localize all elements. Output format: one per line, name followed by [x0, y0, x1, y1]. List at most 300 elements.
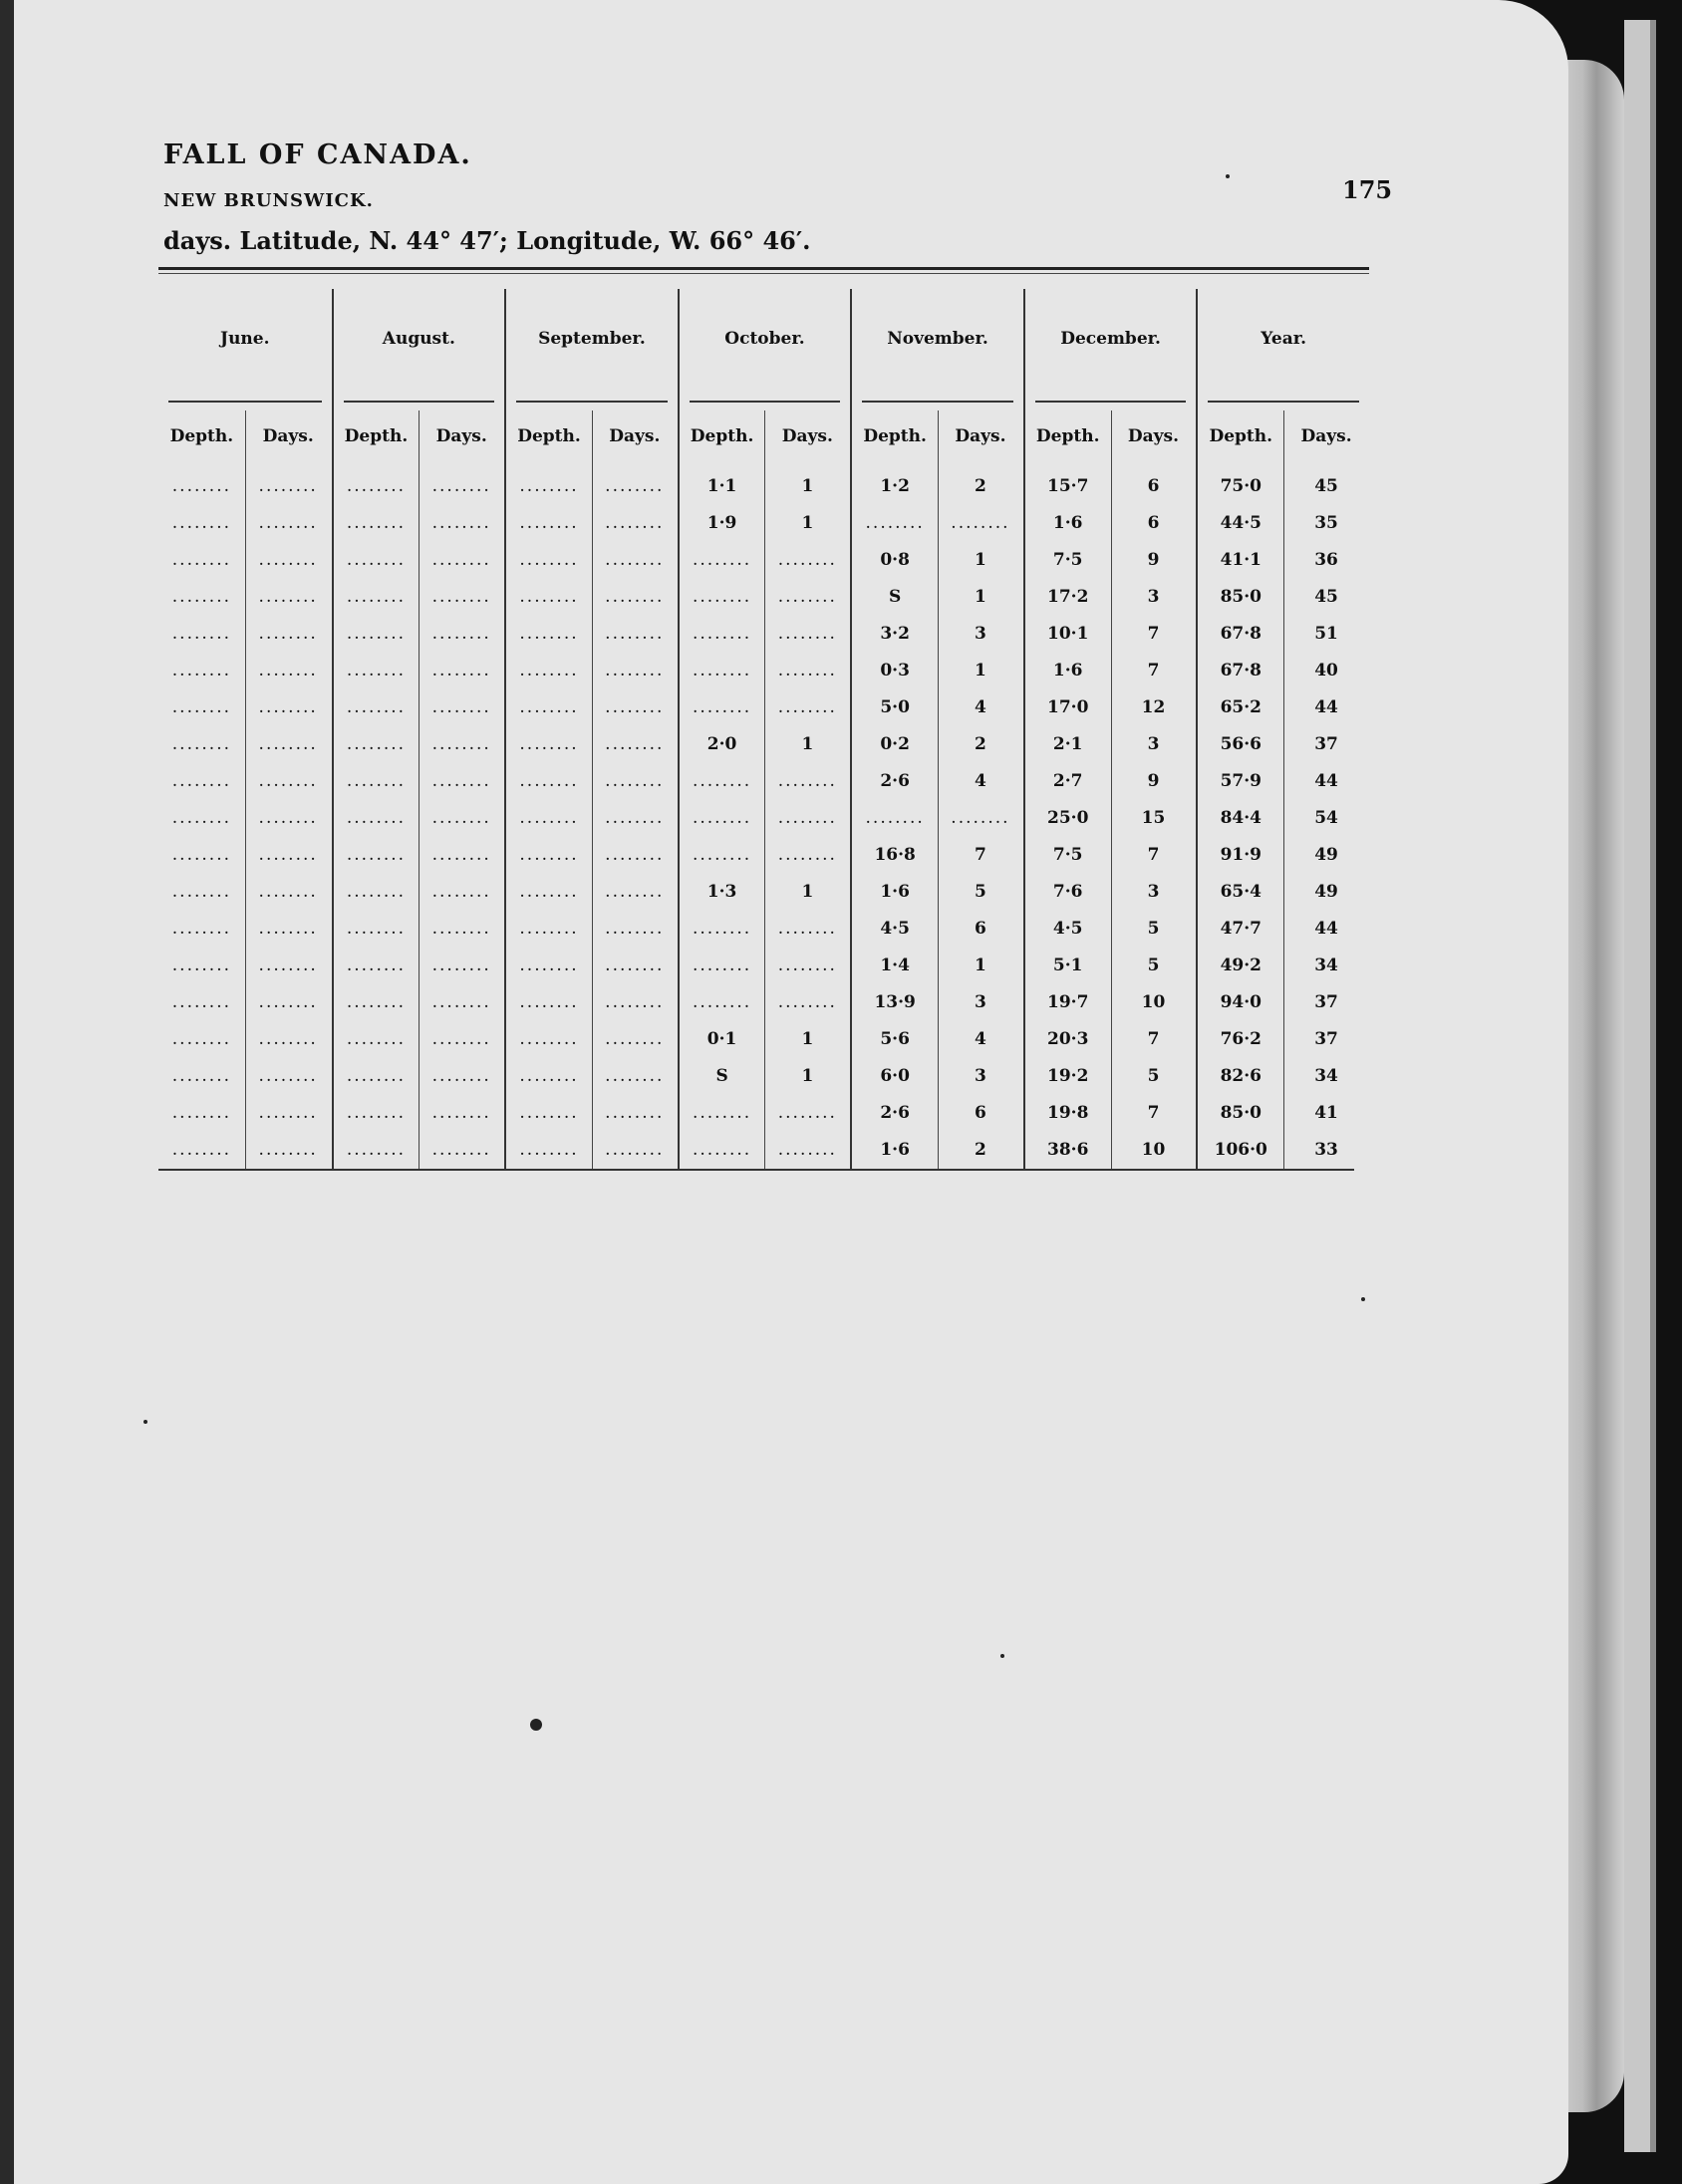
- days-cell: 5: [1147, 919, 1160, 939]
- table-row: [334, 653, 505, 689]
- days-cell: 6: [975, 1103, 986, 1123]
- month-underline: [690, 401, 841, 403]
- table-row: [334, 763, 505, 800]
- depth-cell: ........: [519, 476, 579, 496]
- table-row: [1025, 468, 1197, 505]
- table-row: [852, 874, 1023, 911]
- left-binding-strip: [0, 0, 14, 2184]
- days-cell: ........: [777, 956, 837, 975]
- depth-cell: ........: [171, 587, 231, 607]
- table-row: [1198, 837, 1369, 874]
- depth-cell: ........: [346, 476, 407, 496]
- days-cell: 44: [1314, 771, 1338, 791]
- days-cell: ........: [431, 513, 491, 533]
- days-cell: 3: [975, 624, 986, 644]
- days-cell: ........: [777, 992, 837, 1012]
- depth-cell: 106·0: [1214, 1140, 1267, 1160]
- table-row: [158, 1132, 332, 1169]
- table-row: [852, 579, 1023, 616]
- depth-cell: ........: [346, 697, 407, 717]
- depth-cell: ........: [171, 476, 231, 496]
- table-row: [334, 837, 505, 874]
- table-row: [1198, 689, 1369, 726]
- depth-cell: ........: [171, 624, 231, 644]
- depth-header: Depth.: [517, 426, 581, 446]
- depth-cell: ........: [692, 956, 752, 975]
- depth-cell: ........: [346, 1140, 407, 1160]
- depth-cell: 84·4: [1220, 808, 1262, 828]
- days-cell: 2: [975, 734, 986, 754]
- depth-cell: ........: [519, 587, 579, 607]
- days-cell: ........: [431, 550, 491, 570]
- depth-cell: ........: [519, 845, 579, 865]
- depth-cell: 41·1: [1220, 550, 1262, 570]
- table-row: [680, 1132, 851, 1169]
- days-cell: ........: [258, 550, 318, 570]
- days-cell: 1: [801, 1029, 814, 1049]
- depth-cell: 4·5: [880, 919, 910, 939]
- table-row: [680, 468, 851, 505]
- table-row: [680, 653, 851, 689]
- table-row: [158, 800, 332, 837]
- depth-cell: ........: [171, 1140, 231, 1160]
- depth-cell: 0·8: [880, 550, 910, 570]
- table-row: [158, 653, 332, 689]
- days-cell: ........: [431, 1140, 491, 1160]
- days-header: Days.: [1127, 426, 1180, 446]
- days-cell: 9: [1147, 771, 1160, 791]
- table-row: [158, 948, 332, 984]
- table-top-rule: [158, 267, 1369, 274]
- depth-cell: 17·2: [1047, 587, 1089, 607]
- depth-cell: ........: [519, 1029, 579, 1049]
- depth-cell: ........: [171, 956, 231, 975]
- depth-cell: ........: [519, 513, 579, 533]
- table-row: [852, 984, 1023, 1021]
- depth-cell: 2·6: [880, 771, 910, 791]
- table-row: [852, 800, 1023, 837]
- depth-cell: ........: [692, 550, 752, 570]
- days-cell: ........: [777, 661, 837, 681]
- table-row: [1198, 653, 1369, 689]
- table-row: [334, 689, 505, 726]
- days-cell: 1: [801, 882, 814, 902]
- table-row: [1025, 948, 1197, 984]
- table-row: [158, 984, 332, 1021]
- month-column: [1196, 289, 1369, 1169]
- table-row: [158, 616, 332, 653]
- table-row: [1198, 948, 1369, 984]
- days-cell: 6: [1147, 513, 1160, 533]
- depth-cell: ........: [171, 734, 231, 754]
- table-row: [334, 800, 505, 837]
- days-cell: 1: [801, 734, 814, 754]
- days-cell: ........: [605, 956, 665, 975]
- days-cell: 49: [1314, 882, 1338, 902]
- days-header: Days.: [609, 426, 661, 446]
- depth-cell: ........: [519, 550, 579, 570]
- table-row: [506, 763, 678, 800]
- table-row: [1025, 874, 1197, 911]
- depth-cell: 38·6: [1047, 1140, 1089, 1160]
- days-cell: ........: [605, 1066, 665, 1086]
- table-row: [506, 726, 678, 763]
- depth-cell: ........: [346, 550, 407, 570]
- days-cell: 4: [975, 1029, 986, 1049]
- table-row: [334, 542, 505, 579]
- days-cell: 7: [1147, 624, 1160, 644]
- depth-cell: 65·2: [1220, 697, 1262, 717]
- table-row: [1025, 984, 1197, 1021]
- table-row: [680, 763, 851, 800]
- table-row: [1025, 505, 1197, 542]
- depth-cell: 2·0: [706, 734, 737, 754]
- depth-cell: 13·9: [874, 992, 916, 1012]
- depth-cell: ........: [171, 845, 231, 865]
- depth-cell: ........: [171, 771, 231, 791]
- depth-cell: ........: [692, 771, 752, 791]
- depth-cell: ........: [692, 587, 752, 607]
- days-cell: 9: [1147, 550, 1160, 570]
- table-row: [334, 984, 505, 1021]
- days-cell: ........: [431, 1066, 491, 1086]
- table-row: [1198, 726, 1369, 763]
- days-cell: 1: [975, 587, 986, 607]
- days-cell: ........: [777, 624, 837, 644]
- ink-speck: [1000, 1654, 1004, 1658]
- days-cell: ........: [258, 808, 318, 828]
- table-row: [506, 1058, 678, 1095]
- depth-cell: 82·6: [1220, 1066, 1262, 1086]
- days-cell: 37: [1314, 992, 1338, 1012]
- depth-cell: ........: [346, 624, 407, 644]
- page-title: FALL OF CANADA.: [163, 139, 472, 170]
- depth-cell: ........: [171, 697, 231, 717]
- days-cell: ........: [258, 697, 318, 717]
- days-cell: ........: [605, 513, 665, 533]
- table-row: [506, 468, 678, 505]
- table-row: [1198, 800, 1369, 837]
- table-row: [680, 1021, 851, 1058]
- month-name: August.: [382, 329, 455, 349]
- depth-cell: ........: [519, 734, 579, 754]
- days-cell: 35: [1314, 513, 1338, 533]
- depth-cell: 17·0: [1047, 697, 1089, 717]
- table-row: [1198, 1058, 1369, 1095]
- table-row: [1025, 1021, 1197, 1058]
- depth-header: Depth.: [1035, 426, 1100, 446]
- days-cell: ........: [258, 992, 318, 1012]
- month-column: [332, 289, 505, 1169]
- days-cell: ........: [258, 1066, 318, 1086]
- table-row: [1198, 1095, 1369, 1132]
- depth-cell: 5·6: [880, 1029, 910, 1049]
- table-row: [680, 1058, 851, 1095]
- table-row: [158, 1058, 332, 1095]
- days-cell: 3: [1147, 587, 1160, 607]
- days-cell: 7: [975, 845, 986, 865]
- month-name: Year.: [1261, 329, 1307, 349]
- depth-cell: 10·1: [1047, 624, 1089, 644]
- table-row: [852, 542, 1023, 579]
- days-cell: 15: [1141, 808, 1166, 828]
- month-column: [850, 289, 1023, 1169]
- days-cell: 49: [1314, 845, 1338, 865]
- depth-cell: 0·1: [706, 1029, 737, 1049]
- table-row: [1025, 726, 1197, 763]
- days-cell: ........: [777, 808, 837, 828]
- depth-cell: ........: [692, 919, 752, 939]
- days-cell: 7: [1147, 1103, 1160, 1123]
- days-cell: ........: [431, 587, 491, 607]
- days-cell: 2: [975, 1140, 986, 1160]
- table-row: [1198, 984, 1369, 1021]
- table-row: [1025, 579, 1197, 616]
- table-row: [158, 763, 332, 800]
- table-row: [158, 726, 332, 763]
- days-cell: ........: [605, 919, 665, 939]
- table-row: [1198, 1132, 1369, 1169]
- days-cell: ........: [605, 697, 665, 717]
- days-cell: ........: [605, 587, 665, 607]
- depth-cell: 6·0: [880, 1066, 910, 1086]
- days-cell: 2: [975, 476, 986, 496]
- table-row: [334, 874, 505, 911]
- depth-cell: ........: [346, 1066, 407, 1086]
- depth-cell: 1·6: [1052, 513, 1083, 533]
- days-cell: ........: [258, 661, 318, 681]
- table-row: [334, 1095, 505, 1132]
- depth-cell: ........: [346, 771, 407, 791]
- table-row: [852, 689, 1023, 726]
- days-cell: ........: [258, 587, 318, 607]
- depth-cell: ........: [519, 771, 579, 791]
- depth-cell: 1·6: [880, 1140, 910, 1160]
- days-cell: ........: [777, 771, 837, 791]
- table-row: [1025, 800, 1197, 837]
- days-cell: 44: [1314, 919, 1338, 939]
- days-cell: ........: [605, 550, 665, 570]
- depth-cell: 57·9: [1220, 771, 1262, 791]
- days-cell: ........: [431, 1029, 491, 1049]
- page-number: 175: [1342, 175, 1393, 204]
- days-cell: ........: [605, 1103, 665, 1123]
- table-row: [680, 911, 851, 948]
- table-row: [852, 726, 1023, 763]
- depth-cell: 0·2: [880, 734, 910, 754]
- days-cell: 7: [1147, 1029, 1160, 1049]
- table-row: [1025, 653, 1197, 689]
- table-row: [852, 911, 1023, 948]
- table-row: [506, 1132, 678, 1169]
- days-cell: 54: [1314, 808, 1338, 828]
- days-cell: 10: [1141, 1140, 1166, 1160]
- days-cell: ........: [258, 771, 318, 791]
- table-row: [680, 874, 851, 911]
- depth-cell: ........: [519, 1140, 579, 1160]
- days-cell: 4: [975, 697, 986, 717]
- month-column: [678, 289, 851, 1169]
- depth-cell: ........: [346, 808, 407, 828]
- table-row: [680, 542, 851, 579]
- table-row: [852, 948, 1023, 984]
- depth-cell: ........: [692, 808, 752, 828]
- depth-cell: ........: [171, 1066, 231, 1086]
- days-cell: ........: [431, 771, 491, 791]
- days-cell: 5: [1147, 1066, 1160, 1086]
- depth-cell: ........: [692, 661, 752, 681]
- days-cell: ........: [777, 1140, 837, 1160]
- depth-cell: ........: [346, 919, 407, 939]
- table-row: [1025, 616, 1197, 653]
- days-cell: ........: [777, 697, 837, 717]
- days-cell: 37: [1314, 734, 1338, 754]
- days-cell: ........: [431, 845, 491, 865]
- days-cell: ........: [258, 845, 318, 865]
- table-row: [1198, 579, 1369, 616]
- location-info: days. Latitude, N. 44° 47′; Longitude, W. 66° 46′.: [163, 226, 811, 255]
- depth-cell: ........: [865, 513, 925, 533]
- depth-cell: ........: [171, 882, 231, 902]
- depth-cell: 65·4: [1220, 882, 1262, 902]
- table-row: [852, 1132, 1023, 1169]
- days-cell: 34: [1314, 956, 1338, 975]
- month-underline: [1035, 401, 1187, 403]
- days-cell: ........: [605, 1140, 665, 1160]
- days-cell: ........: [605, 661, 665, 681]
- table-row: [506, 505, 678, 542]
- month-name: November.: [887, 329, 988, 349]
- days-cell: 7: [1147, 661, 1160, 681]
- depth-cell: ........: [346, 1103, 407, 1123]
- depth-cell: ........: [346, 1029, 407, 1049]
- table-bottom-rule: [158, 1169, 1354, 1171]
- month-name: June.: [220, 329, 270, 349]
- days-cell: 1: [801, 476, 814, 496]
- days-cell: ........: [951, 513, 1010, 533]
- days-cell: 3: [1147, 882, 1160, 902]
- depth-cell: ........: [171, 513, 231, 533]
- table-row: [1198, 468, 1369, 505]
- table-row: [1198, 911, 1369, 948]
- depth-cell: ........: [171, 919, 231, 939]
- book-page: [14, 0, 1568, 2184]
- table-row: [506, 1095, 678, 1132]
- table-row: [680, 505, 851, 542]
- depth-cell: ........: [519, 697, 579, 717]
- depth-cell: 15·7: [1047, 476, 1089, 496]
- table-row: [1025, 1132, 1197, 1169]
- table-row: [1025, 1095, 1197, 1132]
- depth-cell: 20·3: [1047, 1029, 1089, 1049]
- days-header: Days.: [1300, 426, 1352, 446]
- table-row: [334, 1058, 505, 1095]
- table-row: [506, 874, 678, 911]
- depth-cell: 7·5: [1052, 550, 1083, 570]
- days-cell: ........: [431, 661, 491, 681]
- days-cell: 41: [1314, 1103, 1338, 1123]
- page-subtitle: NEW BRUNSWICK.: [163, 190, 374, 211]
- days-cell: ........: [258, 513, 318, 533]
- depth-cell: 76·2: [1220, 1029, 1262, 1049]
- days-cell: 40: [1314, 661, 1338, 681]
- table-row: [680, 726, 851, 763]
- month-column: [504, 289, 678, 1169]
- table-row: [852, 763, 1023, 800]
- table-row: [852, 1058, 1023, 1095]
- days-cell: ........: [777, 919, 837, 939]
- depth-cell: ........: [171, 808, 231, 828]
- depth-cell: 25·0: [1047, 808, 1089, 828]
- table-row: [158, 505, 332, 542]
- days-cell: ........: [258, 1103, 318, 1123]
- days-cell: ........: [258, 734, 318, 754]
- table-row: [852, 616, 1023, 653]
- depth-cell: 75·0: [1220, 476, 1262, 496]
- days-cell: ........: [431, 734, 491, 754]
- days-cell: ........: [431, 882, 491, 902]
- depth-header: Depth.: [863, 426, 927, 446]
- days-cell: ........: [431, 956, 491, 975]
- month-name: October.: [724, 329, 805, 349]
- depth-cell: ........: [692, 624, 752, 644]
- table-row: [158, 911, 332, 948]
- table-row: [158, 1021, 332, 1058]
- depth-cell: 44·5: [1220, 513, 1262, 533]
- table-row: [506, 948, 678, 984]
- depth-cell: 85·0: [1220, 587, 1262, 607]
- days-cell: ........: [258, 1140, 318, 1160]
- depth-cell: ........: [519, 992, 579, 1012]
- table-row: [680, 616, 851, 653]
- days-cell: ........: [431, 808, 491, 828]
- days-cell: ........: [605, 771, 665, 791]
- days-cell: ........: [605, 882, 665, 902]
- depth-cell: 1·2: [880, 476, 910, 496]
- days-cell: 33: [1314, 1140, 1338, 1160]
- table-row: [1025, 911, 1197, 948]
- days-header: Days.: [435, 426, 487, 446]
- days-cell: 37: [1314, 1029, 1338, 1049]
- table-row: [506, 579, 678, 616]
- table-row: [680, 837, 851, 874]
- page-stack-edge: [1624, 20, 1656, 2152]
- depth-header: Depth.: [1209, 426, 1273, 446]
- depth-cell: ........: [519, 661, 579, 681]
- depth-cell: ........: [692, 992, 752, 1012]
- days-cell: ........: [258, 476, 318, 496]
- days-header: Days.: [955, 426, 1006, 446]
- days-cell: 1: [801, 513, 814, 533]
- days-cell: ........: [605, 734, 665, 754]
- table-row: [506, 984, 678, 1021]
- table-row: [852, 1095, 1023, 1132]
- depth-cell: ........: [346, 587, 407, 607]
- month-column: [158, 289, 332, 1169]
- depth-cell: ........: [346, 845, 407, 865]
- days-cell: 1: [801, 1066, 814, 1086]
- month-column: [1023, 289, 1197, 1169]
- depth-cell: 16·8: [874, 845, 916, 865]
- depth-cell: S: [889, 587, 902, 607]
- table-row: [1198, 505, 1369, 542]
- depth-header: Depth.: [344, 426, 409, 446]
- table-row: [1025, 1058, 1197, 1095]
- ink-speck: [530, 1719, 542, 1731]
- table-row: [1025, 689, 1197, 726]
- days-cell: ........: [605, 476, 665, 496]
- depth-cell: ........: [171, 550, 231, 570]
